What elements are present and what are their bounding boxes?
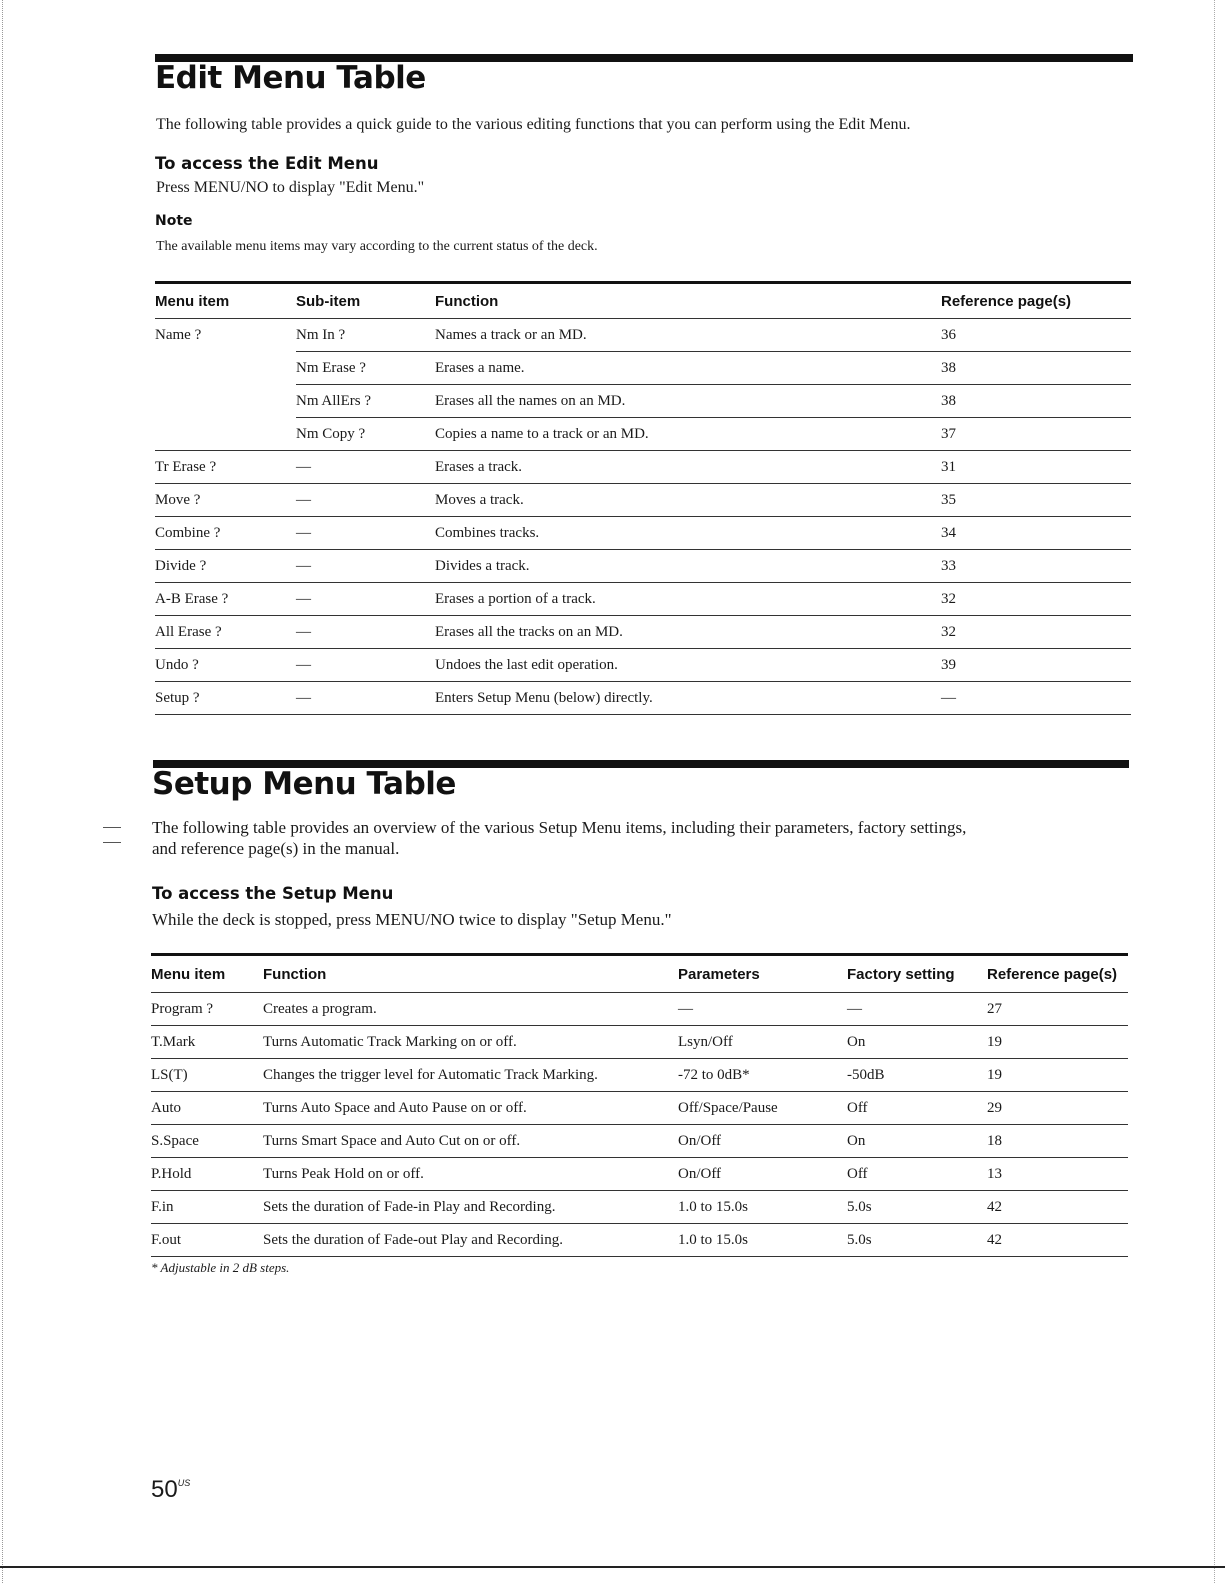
- factory-setting-cell: 5.0s: [847, 1224, 987, 1257]
- menu-item-cell: All Erase ?: [155, 616, 296, 649]
- reference-cell: 18: [987, 1125, 1128, 1158]
- menu-item-cell: F.out: [151, 1224, 263, 1257]
- sub-item-cell: —: [296, 550, 435, 583]
- edit-access-heading: To access the Edit Menu: [155, 154, 379, 173]
- scan-edge-right: [1214, 0, 1216, 1583]
- reference-cell: 29: [987, 1092, 1128, 1125]
- table-row: [155, 451, 1131, 484]
- table-row: [155, 319, 1131, 352]
- menu-item-cell: T.Mark: [151, 1026, 263, 1059]
- setup-footnote: * Adjustable in 2 dB steps.: [151, 1260, 290, 1275]
- sub-item-cell: —: [296, 649, 435, 682]
- table-row: [151, 1224, 1128, 1257]
- function-cell: Combines tracks.: [435, 517, 941, 550]
- edit-header-menu-item: Menu item: [155, 283, 296, 319]
- edit-menu-table: [155, 281, 1131, 715]
- reference-cell: 32: [941, 583, 1131, 616]
- table-row: [155, 583, 1131, 616]
- factory-setting-cell: On: [847, 1125, 987, 1158]
- table-row: [155, 550, 1131, 583]
- reference-cell: 19: [987, 1026, 1128, 1059]
- factory-setting-cell: -50dB: [847, 1059, 987, 1092]
- menu-item-cell: S.Space: [151, 1125, 263, 1158]
- parameters-cell: On/Off: [678, 1125, 847, 1158]
- menu-item-cell: Undo ?: [155, 649, 296, 682]
- reference-cell: 36: [941, 319, 1131, 352]
- setup-intro-line2: and reference page(s) in the manual.: [152, 839, 400, 858]
- sub-item-cell: Nm AllErs ?: [296, 385, 435, 418]
- setup-access-heading: To access the Setup Menu: [152, 884, 394, 903]
- menu-item-cell: Program ?: [151, 993, 263, 1026]
- function-cell: Turns Automatic Track Marking on or off.: [263, 1026, 678, 1059]
- factory-setting-cell: On: [847, 1026, 987, 1059]
- sub-item-cell: —: [296, 517, 435, 550]
- function-cell: Erases a name.: [435, 352, 941, 385]
- menu-item-cell: P.Hold: [151, 1158, 263, 1191]
- margin-mark: [103, 827, 121, 828]
- menu-item-cell: F.in: [151, 1191, 263, 1224]
- factory-setting-cell: Off: [847, 1092, 987, 1125]
- parameters-cell: On/Off: [678, 1158, 847, 1191]
- reference-cell: 27: [987, 993, 1128, 1026]
- page-number-value: 50: [151, 1476, 178, 1503]
- menu-item-cell: Move ?: [155, 484, 296, 517]
- sub-item-cell: —: [296, 583, 435, 616]
- sub-item-cell: —: [296, 682, 435, 715]
- menu-item-cell: [155, 352, 296, 385]
- parameters-cell: Off/Space/Pause: [678, 1092, 847, 1125]
- bottom-rule: [0, 1566, 1225, 1568]
- setup-header-reference: Reference page(s): [987, 955, 1128, 993]
- reference-cell: 34: [941, 517, 1131, 550]
- function-cell: Changes the trigger level for Automatic Track Marking.: [263, 1059, 678, 1092]
- sub-item-cell: Nm Erase ?: [296, 352, 435, 385]
- setup-header-parameters: Parameters: [678, 955, 847, 993]
- sub-item-cell: —: [296, 484, 435, 517]
- function-cell: Erases all the tracks on an MD.: [435, 616, 941, 649]
- function-cell: Undoes the last edit operation.: [435, 649, 941, 682]
- setup-table-header-row: [151, 955, 1128, 993]
- reference-cell: 32: [941, 616, 1131, 649]
- function-cell: Moves a track.: [435, 484, 941, 517]
- table-row: [155, 616, 1131, 649]
- table-row: [155, 385, 1131, 418]
- table-row: [155, 649, 1131, 682]
- function-cell: Sets the duration of Fade-out Play and Recording.: [263, 1224, 678, 1257]
- reference-cell: 38: [941, 385, 1131, 418]
- table-row: [151, 1026, 1128, 1059]
- table-row: [151, 1191, 1128, 1224]
- edit-note-text: The available menu items may vary according to the current status of the deck.: [156, 239, 598, 254]
- function-cell: Turns Auto Space and Auto Pause on or off.: [263, 1092, 678, 1125]
- scan-edge-left: [2, 0, 4, 1583]
- menu-item-cell: [155, 418, 296, 451]
- menu-item-cell: A-B Erase ?: [155, 583, 296, 616]
- setup-header-factory-setting: Factory setting: [847, 955, 987, 993]
- factory-setting-cell: 5.0s: [847, 1191, 987, 1224]
- function-cell: Creates a program.: [263, 993, 678, 1026]
- setup-title: Setup Menu Table: [152, 766, 456, 802]
- factory-setting-cell: —: [847, 993, 987, 1026]
- reference-cell: 19: [987, 1059, 1128, 1092]
- function-cell: Divides a track.: [435, 550, 941, 583]
- reference-cell: 42: [987, 1191, 1128, 1224]
- table-row: [155, 418, 1131, 451]
- reference-cell: 13: [987, 1158, 1128, 1191]
- menu-item-cell: Tr Erase ?: [155, 451, 296, 484]
- setup-access-text: While the deck is stopped, press MENU/NO twice to display "Setup Menu.": [152, 910, 672, 929]
- function-cell: Erases all the names on an MD.: [435, 385, 941, 418]
- margin-mark: [103, 842, 121, 843]
- parameters-cell: 1.0 to 15.0s: [678, 1224, 847, 1257]
- edit-header-sub-item: Sub-item: [296, 283, 435, 319]
- edit-table-header-row: [155, 283, 1131, 319]
- parameters-cell: —: [678, 993, 847, 1026]
- reference-cell: 39: [941, 649, 1131, 682]
- table-row: [155, 682, 1131, 715]
- parameters-cell: Lsyn/Off: [678, 1026, 847, 1059]
- table-row: [155, 352, 1131, 385]
- reference-cell: 31: [941, 451, 1131, 484]
- table-row: [151, 993, 1128, 1026]
- sub-item-cell: —: [296, 616, 435, 649]
- table-row: [151, 1158, 1128, 1191]
- function-cell: Copies a name to a track or an MD.: [435, 418, 941, 451]
- function-cell: Erases a portion of a track.: [435, 583, 941, 616]
- function-cell: Sets the duration of Fade-in Play and Recording.: [263, 1191, 678, 1224]
- menu-item-cell: Divide ?: [155, 550, 296, 583]
- sub-item-cell: Nm Copy ?: [296, 418, 435, 451]
- reference-cell: 42: [987, 1224, 1128, 1257]
- menu-item-cell: Setup ?: [155, 682, 296, 715]
- setup-menu-table: [151, 953, 1128, 1257]
- table-row: [151, 1125, 1128, 1158]
- function-cell: Erases a track.: [435, 451, 941, 484]
- function-cell: Turns Smart Space and Auto Cut on or off.: [263, 1125, 678, 1158]
- table-row: [155, 517, 1131, 550]
- table-row: [151, 1092, 1128, 1125]
- reference-cell: 38: [941, 352, 1131, 385]
- parameters-cell: 1.0 to 15.0s: [678, 1191, 847, 1224]
- menu-item-cell: LS(T): [151, 1059, 263, 1092]
- edit-header-function: Function: [435, 283, 941, 319]
- reference-cell: 35: [941, 484, 1131, 517]
- reference-cell: —: [941, 682, 1131, 715]
- menu-item-cell: Combine ?: [155, 517, 296, 550]
- edit-title: Edit Menu Table: [155, 60, 426, 96]
- reference-cell: 37: [941, 418, 1131, 451]
- menu-item-cell: Name ?: [155, 326, 202, 343]
- setup-intro-line1: The following table provides an overview of the various Setup Menu items, including their parameters, factory settings,: [152, 818, 967, 837]
- function-cell: Names a track or an MD.: [435, 319, 941, 352]
- sub-item-cell: Nm In ?: [296, 319, 435, 352]
- page-number: [151, 1476, 190, 1504]
- factory-setting-cell: Off: [847, 1158, 987, 1191]
- edit-header-reference: Reference page(s): [941, 283, 1131, 319]
- edit-access-text: Press MENU/NO to display "Edit Menu.": [156, 179, 425, 196]
- menu-item-cell: Auto: [151, 1092, 263, 1125]
- function-cell: Enters Setup Menu (below) directly.: [435, 682, 941, 715]
- reference-cell: 33: [941, 550, 1131, 583]
- setup-header-function: Function: [263, 955, 678, 993]
- page-number-suffix: US: [177, 1478, 191, 1488]
- parameters-cell: -72 to 0dB*: [678, 1059, 847, 1092]
- edit-intro: The following table provides a quick guide to the various editing functions that you can perform using the Edit Menu.: [156, 116, 911, 133]
- function-cell: Turns Peak Hold on or off.: [263, 1158, 678, 1191]
- menu-item-cell: [155, 385, 296, 418]
- table-row: [151, 1059, 1128, 1092]
- setup-header-menu-item: Menu item: [151, 955, 263, 993]
- table-row: [155, 484, 1131, 517]
- sub-item-cell: —: [296, 451, 435, 484]
- edit-note-heading: Note: [155, 213, 193, 229]
